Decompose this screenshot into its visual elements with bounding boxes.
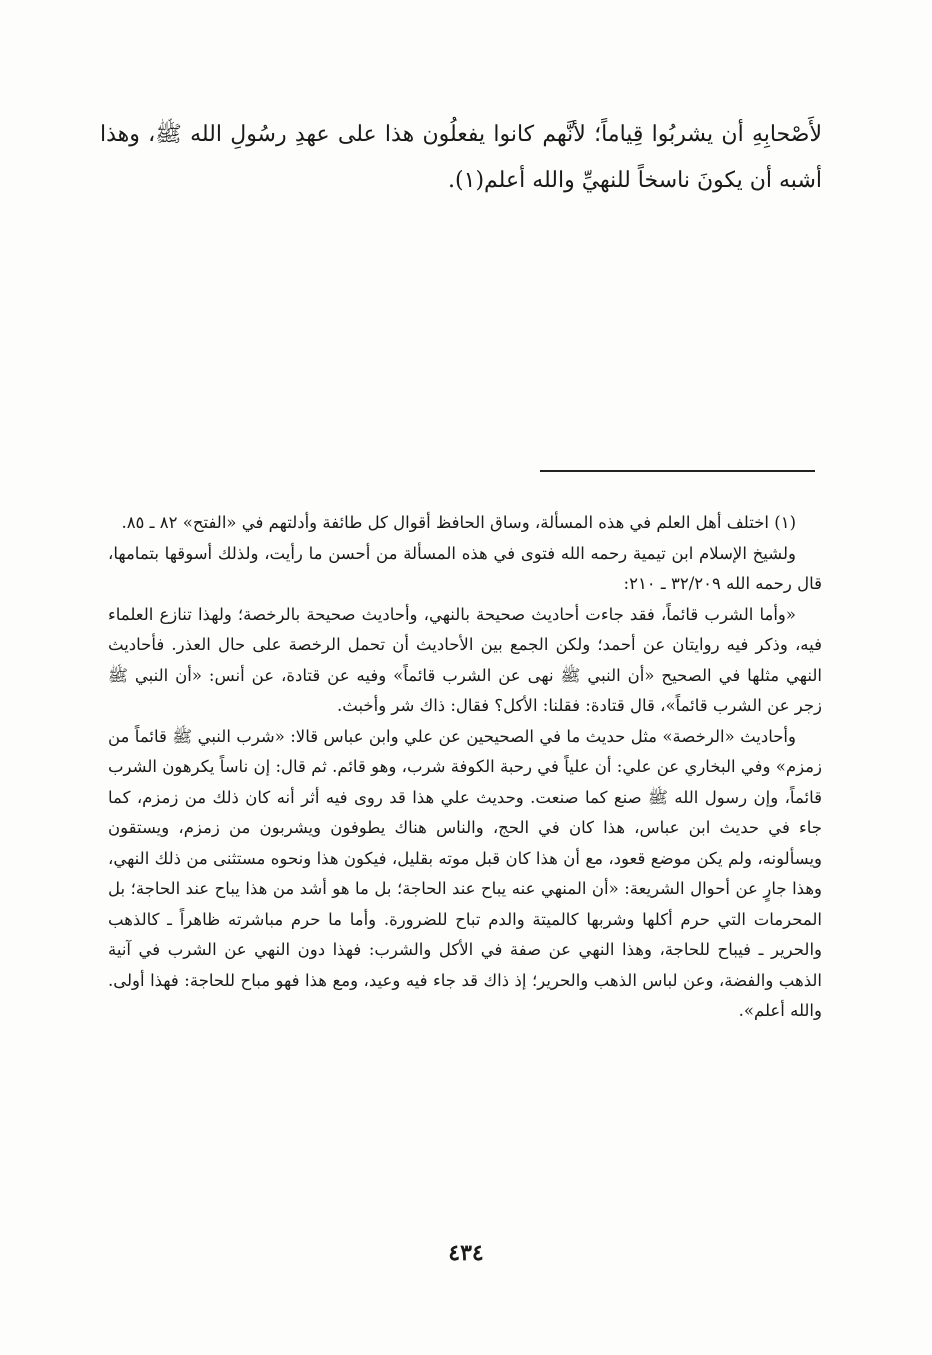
main-paragraph: لأَصْحابِهِ أن يشربُوا قِياماً؛ لأنَّهم كانوا يفعلُون هذا على عهدِ رسُولِ الله ﷺ، وهذا أشبه أن يكونَ ناسخاً للنهيِّ والله أعلم(١). — [100, 122, 822, 193]
footnote-paragraph: ولشيخ الإسلام ابن تيمية رحمه الله فتوى في هذه المسألة من أحسن ما رأيت، ولذلك أسوقها بتمامها، قال رحمه الله ٣٢/٢٠٩ ـ ٢١٠: — [108, 543, 822, 593]
footnote-paragraph: (١) اختلف أهل العلم في هذه المسألة، وساق الحافظ أقوال كل طائفة وأدلتهم في «الفتح» ٨٢ ـ ٨٥. — [121, 513, 796, 532]
main-text-block — [100, 112, 822, 204]
footnotes-block — [108, 508, 822, 1027]
footnote-paragraph: «وأما الشرب قائماً، فقد جاءت أحاديث صحيحة بالنهي، وأحاديث صحيحة بالرخصة؛ ولهذا تنازع العلماء فيه، وذكر فيه روايتان عن أحمد؛ ولكن الجمع بين الأحاديث أن تحمل الرخصة على حال العذر. فأحاديث النهي مثلها في الصحيح «أن النبي ﷺ نهى عن الشرب قائماً» وفيه عن قتادة، عن أنس: «أن النبي ﷺ زجر عن الشرب قائماً»، قال قتادة: فقلنا: الأكل؟ فقال: ذاك شر وأخبث. — [108, 604, 822, 715]
footnote-paragraph: وأحاديث «الرخصة» مثل حديث ما في الصحيحين عن علي وابن عباس قالا: «شرب النبي ﷺ قائماً من زمزم» وفي البخاري عن علي: أن علياً في رحبة الكوفة شرب، وهو قائم. ثم قال: إن ناساً يكرهون الشرب قائماً، وإن رسول الله ﷺ صنع كما صنعت. وحديث علي هذا قد روى فيه أثر أنه كان ذلك من زمزم، كما جاء في حديث ابن عباس، هذا كان في الحج، والناس هناك يطوفون ويشربون من زمزم، ويستقون ويسألونه، ولم يكن موضع قعود، مع أن هذا كان قبل موته بقليل، فيكون هذا ونحوه مستثنى من ذلك النهي، وهذا جارٍ عن أحوال الشريعة: «أن المنهي عنه يباح عند الحاجة؛ بل ما هو أشد من هذا يباح عند الحاجة؛ بل المحرمات التي حرم أكلها وشربها كالميتة والدم تباح للضرورة. وأما ما حرم مباشرته ظاهراً ـ كالذهب والحرير ـ فيباح للحاجة، وهذا النهي عن صفة في الأكل والشرب: فهذا دون النهي عن الشرب في آنية الذهب والفضة، وعن لباس الذهب والحرير؛ إذ ذاك قد جاء فيه وعيد، ومع هذا فهو مباح للحاجة: فهذا أولى. والله أعلم». — [108, 726, 822, 1020]
page-number: ٤٣٤ — [448, 1240, 484, 1266]
footnote-separator-line — [540, 470, 815, 472]
